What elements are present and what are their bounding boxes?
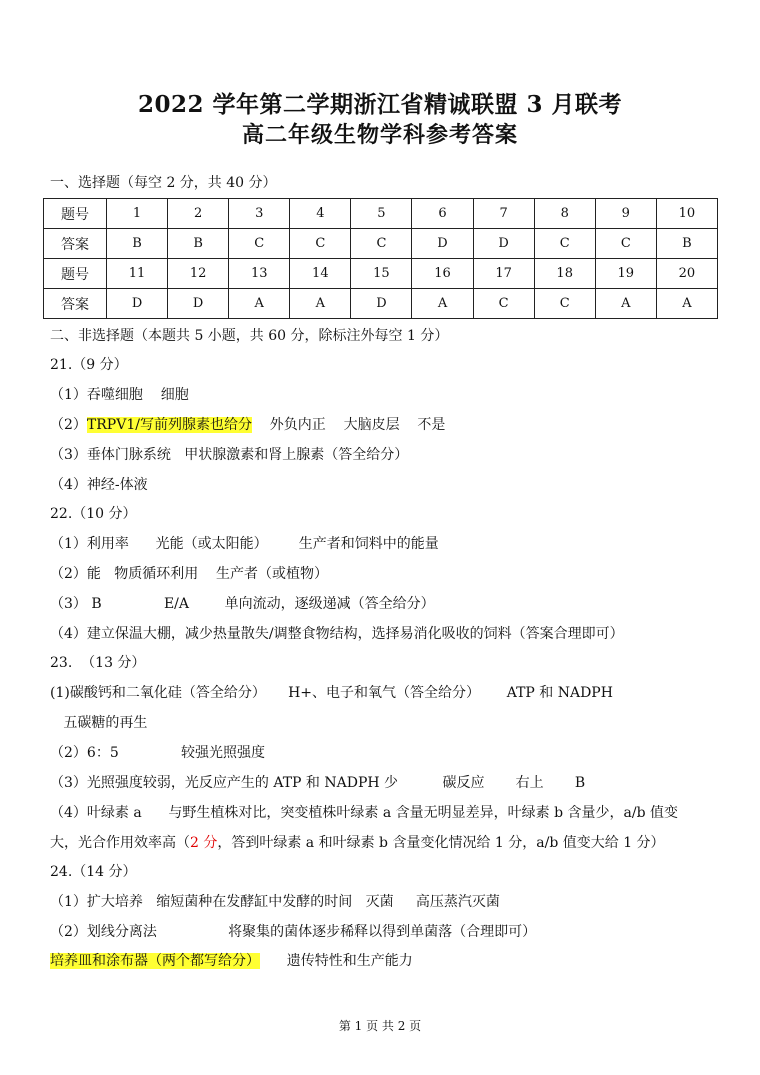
answer-table-row	[44, 289, 718, 319]
answer-table-cell: 13	[229, 259, 290, 289]
q21-answer-3: （3）垂体门脉系统 甲状腺激素和肾上腺素（答全给分）	[50, 447, 409, 463]
q22-answer-3: （3） B E/A 单向流动，逐级递减（答全给分）	[50, 596, 435, 612]
answer-table-row	[44, 199, 718, 229]
q21-answer-1: （1）吞噬细胞 细胞	[50, 387, 189, 403]
answer-table-cell: C	[229, 229, 290, 259]
q23-answer-4-cont	[50, 834, 665, 852]
q23-answer-4-prefix: 大，光合作用效率高（	[50, 835, 190, 851]
section-choice-heading: 一、选择题（每空 2 分，共 40 分）	[50, 175, 277, 191]
q21-answer-2-rest: 外负内正 大脑皮层 不是	[251, 417, 446, 433]
answer-table-cell: 5	[351, 199, 412, 229]
section-nonchoice-heading: 二、非选择题（本题共 5 小题，共 60 分，除标注外每空 1 分）	[50, 328, 449, 344]
q22-answer-4: （4）建立保温大棚，减少热量散失/调整食物结构，选择易消化吸收的饲料（答案合理即可）	[50, 626, 624, 642]
q24-answer-1: （1）扩大培养 缩短菌种在发酵缸中发酵的时间 灭菌 高压蒸汽灭菌	[50, 894, 500, 910]
answer-table-cell: 6	[412, 199, 473, 229]
q23-heading: 23. （13 分）	[50, 655, 146, 671]
answer-table-cell: 2	[168, 199, 229, 229]
answer-table-cell: D	[107, 289, 168, 319]
answer-table-cell: 10	[656, 199, 717, 229]
answer-table-cell: 19	[595, 259, 656, 289]
answer-table-cell: A	[595, 289, 656, 319]
q22-heading: 22.（10 分）	[50, 506, 137, 522]
page-footer: 第 1 页 共 2 页	[338, 1019, 422, 1033]
answer-table-cell: C	[534, 229, 595, 259]
answer-table-cell: B	[656, 229, 717, 259]
answer-table-cell: 14	[290, 259, 351, 289]
answer-table-row-label: 答案	[44, 289, 107, 319]
q21-answer-4: （4）神经-体液	[50, 477, 148, 493]
answer-table-cell: C	[473, 289, 534, 319]
answer-table-cell: B	[168, 229, 229, 259]
q21-answer-2	[50, 416, 445, 434]
answer-table-row-label: 答案	[44, 229, 107, 259]
answer-table-cell: D	[412, 229, 473, 259]
answer-table-cell: 9	[595, 199, 656, 229]
answer-table-cell: 3	[229, 199, 290, 229]
q21-highlight: TRPV1/写前列腺素也给分	[86, 417, 252, 433]
answer-table-cell: A	[412, 289, 473, 319]
q23-answer-2: （2）6：5 较强光照强度	[50, 745, 266, 761]
answer-table-cell: 15	[351, 259, 412, 289]
q24-heading: 24.（14 分）	[50, 864, 137, 880]
q23-points-red: 2 分	[190, 835, 218, 851]
answer-table-cell: 1	[107, 199, 168, 229]
q23-answer-1: (1)碳酸钙和二氧化硅（答全给分） H+、电子和氧气（答全给分） ATP 和 NADPH	[50, 685, 613, 701]
answer-table-cell: D	[168, 289, 229, 319]
answer-table-cell: 7	[473, 199, 534, 229]
q23-answer-4-rest: ，答到叶绿素 a 和叶绿素 b 含量变化情况给 1 分，a/b 值变大给 1 分）	[217, 835, 665, 851]
answer-table-cell: A	[656, 289, 717, 319]
q21-heading: 21.（9 分）	[50, 357, 128, 373]
q23-answer-1-cont: 五碳糖的再生	[50, 715, 148, 731]
answer-table-cell: 18	[534, 259, 595, 289]
q21-answer-2-prefix: （2）	[50, 417, 87, 433]
answer-table-cell: D	[473, 229, 534, 259]
q22-answer-1: （1）利用率 光能（或太阳能） 生产者和饲料中的能量	[50, 536, 439, 552]
answer-table-cell: 11	[107, 259, 168, 289]
q24-answer-2: （2）划线分离法 将聚集的菌体逐步稀释以得到单菌落（合理即可）	[50, 924, 537, 940]
answer-table-cell: A	[290, 289, 351, 319]
answer-table-row-label: 题号	[44, 259, 107, 289]
q24-answer-3	[50, 952, 413, 970]
q23-answer-3: （3）光照强度较弱，光反应产生的 ATP 和 NADPH 少 碳反应 右上 B	[50, 775, 586, 791]
answer-table-cell: C	[595, 229, 656, 259]
answer-table-cell: C	[534, 289, 595, 319]
doc-subtitle: 高二年级生物学科参考答案	[241, 122, 518, 148]
q22-answer-2: （2）能 物质循环利用 生产者（或植物）	[50, 566, 329, 582]
answer-table-cell: 17	[473, 259, 534, 289]
answer-table-cell: 16	[412, 259, 473, 289]
answer-table-cell: 12	[168, 259, 229, 289]
answer-table-cell: D	[351, 289, 412, 319]
answer-table-cell: C	[351, 229, 412, 259]
answer-table-cell: B	[107, 229, 168, 259]
answer-table-cell: C	[290, 229, 351, 259]
q24-answer-3-rest: 遗传特性和生产能力	[260, 953, 413, 969]
doc-title: 2022 学年第二学期浙江省精诚联盟 3 月联考	[137, 91, 623, 118]
q23-answer-4: （4）叶绿素 a 与野生植株对比，突变植株叶绿素 a 含量无明显差异，叶绿素 b 含量少，a/b 值变	[50, 805, 678, 821]
answer-table-cell: 8	[534, 199, 595, 229]
answer-table-cell: 4	[290, 199, 351, 229]
answer-table-row	[44, 229, 718, 259]
answer-table-cell: 20	[656, 259, 717, 289]
answer-table-row-label: 题号	[44, 199, 107, 229]
q24-highlight: 培养皿和涂布器（两个都写给分）	[50, 953, 260, 969]
answer-table-row	[44, 259, 718, 289]
answer-table	[43, 198, 718, 319]
answer-table-cell: A	[229, 289, 290, 319]
